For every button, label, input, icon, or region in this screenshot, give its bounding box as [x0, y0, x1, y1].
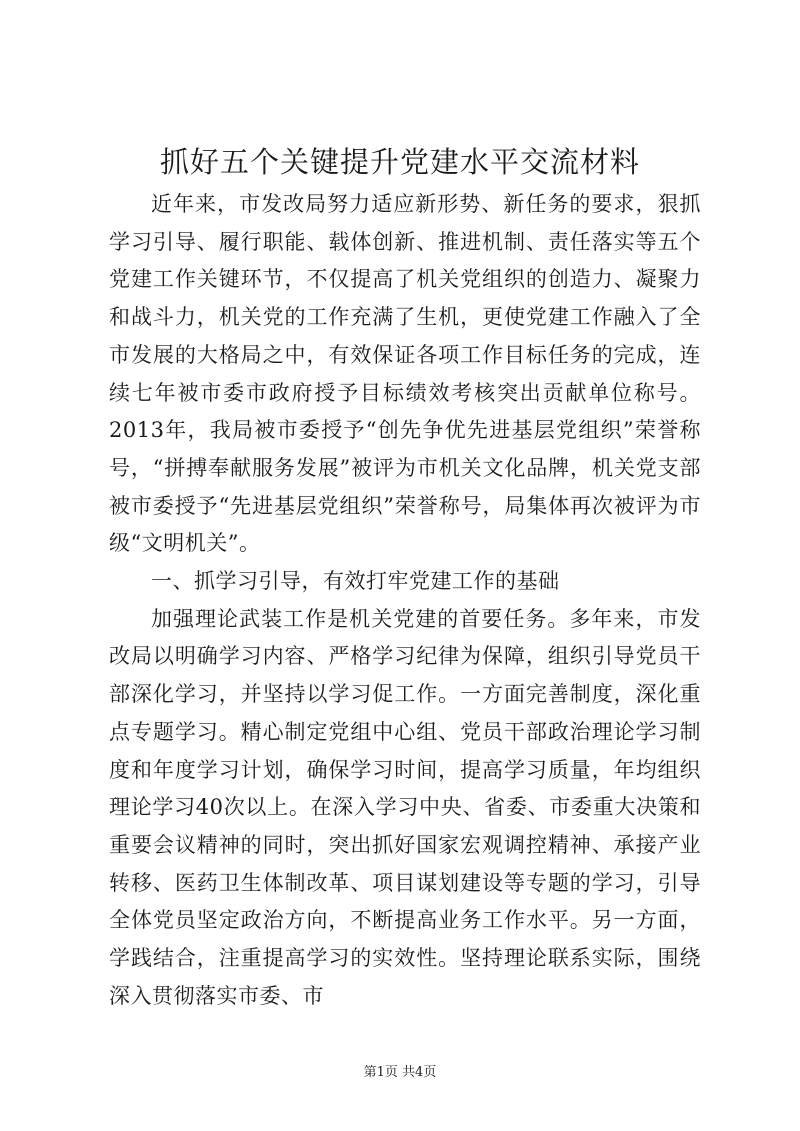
- document-title: 抓好五个关键提升党建水平交流材料: [159, 145, 640, 179]
- intro-paragraph: 近年来，市发改局努力适应新形势、新任务的要求，狠抓学习引导、履行职能、载体创新、推进机制、责任落实等五个党建工作关键环节，不仅提高了机关党组织的创造力、凝聚力和战斗力，机关党的工作充满了生机，更使党建工作融入了全市发展的大格局之中，有效保证各项工作目标任务的完成，连续七年被市委市政府授予目标绩效考核突出贡献单位称号。2013年，我局被市委授予“创先争优先进基层党组织”荣誉称号，“拼搏奉献服务发展”被评为市机关文化品牌，机关党支部被市委授予“先进基层党组织”荣誉称号，局集体再次被评为市级“文明机关”。: [109, 192, 701, 556]
- section-paragraph: 加强理论武装工作是机关党建的首要任务。多年来，市发改局以明确学习内容、严格学习纪律为保障，组织引导党员干部深化学习，并坚持以学习促工作。一方面完善制度，深化重点专题学习。精心制定党组中心组、党员干部政治理论学习制度和年度学习计划，确保学习时间，提高学习质量，年均组织理论学习40次以上。在深入学习中央、省委、市委重大决策和重要会议精神的同时，突出抓好国家宏观调控精神、承接产业转移、医药卫生体制改革、项目谋划建设等专题的学习，引导全体党员坚定政治方向，不断提高业务工作水平。另一方面，学践结合，注重提高学习的实效性。坚持理论联系实际，围绕深入贯彻落实市委、市: [109, 606, 701, 1008]
- section-heading: 一、抓学习引导，有效打牢党建工作的基础: [151, 569, 560, 594]
- document-body: [109, 186, 701, 1015]
- page-number-footer: 第1页 共4页: [363, 1065, 437, 1080]
